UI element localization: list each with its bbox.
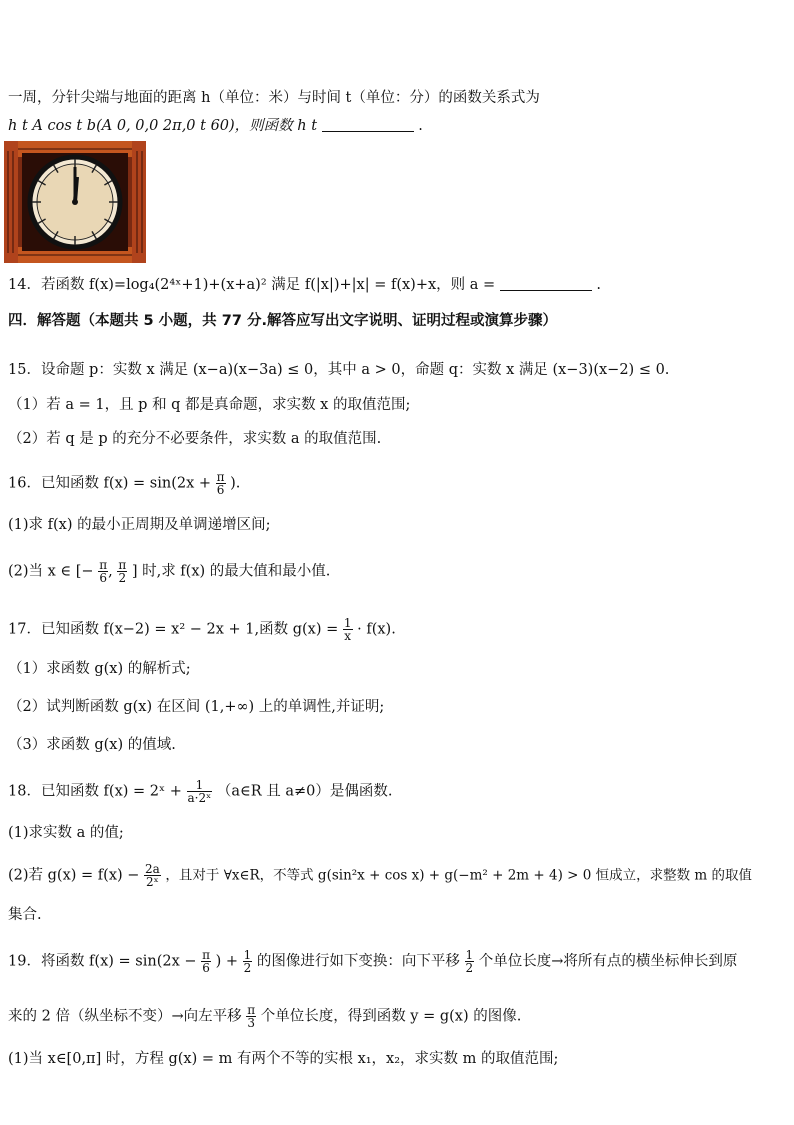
q19-fraction-3 xyxy=(465,949,475,974)
q16-separator: , xyxy=(108,563,113,580)
q14-line xyxy=(8,275,601,295)
q18-part2-cont: 集合. xyxy=(8,907,42,923)
fraction-denominator: 2 xyxy=(465,961,474,975)
fraction-numerator: 1 xyxy=(465,948,474,962)
fraction-denominator: 2 xyxy=(118,571,127,585)
fraction-numerator: 1 xyxy=(243,948,252,962)
q13-line2 xyxy=(8,116,423,136)
fraction-denominator: a·2ˣ xyxy=(187,791,212,805)
q16-part2-end: ] 时,求 f(x) 的最大值和最小值. xyxy=(131,563,331,580)
q19-fraction-4 xyxy=(246,1004,256,1029)
q16-stem-end: ). xyxy=(230,475,241,492)
q13-end: . xyxy=(418,118,423,134)
fraction-numerator: π xyxy=(202,948,211,962)
q19-stem-shift: 的图像进行如下变换：向下平移 xyxy=(256,953,460,970)
q19-line2-end: 个单位长度，得到函数 y = g(x) 的图像. xyxy=(260,1008,522,1025)
q13-formula: h t A cos t b(A 0, 0,0 2π,0 t 60)，则函数 h t xyxy=(8,118,322,134)
q19-line2 xyxy=(8,1004,521,1029)
q16-fraction xyxy=(216,471,226,496)
q17-part1: （1）求函数 g(x) 的解析式; xyxy=(8,661,191,677)
q17-part3: （3）求函数 g(x) 的值域. xyxy=(8,737,176,753)
q14-text: 14．若函数 f(x)=log₄(2⁴ˣ+1)+(x+a)² 满足 f(|x|)+|x| = f(x)+x，则 a = xyxy=(8,277,496,293)
q19-stem-end: 个单位长度→将所有点的横坐标伸长到原 xyxy=(478,953,738,970)
q18-part2-condition: ，且对于 ∀x∈R，不等式 g(sin²x + cos x) + g(−m² + 2m + 4) > 0 恒成立，求整数 m 的取值 xyxy=(165,867,752,884)
q16-fraction-2 xyxy=(117,559,127,584)
q19-fraction-2 xyxy=(243,949,253,974)
q15-stem: 15．设命题 p：实数 x 满足 (x−a)(x−3a) ≤ 0，其中 a > 0，命题 q：实数 x 满足 (x−3)(x−2) ≤ 0. xyxy=(8,362,670,378)
fraction-numerator: π xyxy=(247,1003,256,1017)
fraction-numerator: π xyxy=(99,558,108,572)
q15-part1: （1）若 a = 1，且 p 和 q 都是真命题，求实数 x 的取值范围; xyxy=(8,397,411,413)
q18-fraction xyxy=(187,779,213,804)
q16-part2-text: (2)当 x ∈ [− xyxy=(8,563,94,580)
fraction-numerator: π xyxy=(118,558,127,572)
q14-answer-blank xyxy=(500,276,592,291)
q18-stem-text: 18．已知函数 f(x) = 2ˣ + xyxy=(8,783,182,800)
q18-part1: (1)求实数 a 的值; xyxy=(8,825,124,841)
fraction-numerator: 1 xyxy=(343,616,352,630)
q17-stem-end: · f(x). xyxy=(357,621,396,638)
q16-fraction-1 xyxy=(98,559,108,584)
q16-part2 xyxy=(8,559,330,584)
q18-part2-text: (2)若 g(x) = f(x) − xyxy=(8,867,140,884)
fraction-denominator: 6 xyxy=(99,571,107,585)
q14-end: . xyxy=(596,277,601,293)
clock-tower-photo xyxy=(4,141,146,263)
fraction-numerator: 2a xyxy=(145,862,160,876)
q16-stem xyxy=(8,471,240,496)
q18-fraction-2 xyxy=(144,863,161,888)
q19-stem-text: 19．将函数 f(x) = sin(2x − xyxy=(8,953,197,970)
q18-stem-end: （a∈R 且 a≠0）是偶函数. xyxy=(216,783,393,800)
q19-fraction-1 xyxy=(201,949,211,974)
q17-stem-text: 17．已知函数 f(x−2) = x² − 2x + 1,函数 g(x) = xyxy=(8,621,339,638)
section-heading: 四．解答题（本题共 5 小题，共 77 分.解答应写出文字说明、证明过程或演算步骤） xyxy=(8,313,557,329)
q16-stem-text: 16．已知函数 f(x) = sin(2x + xyxy=(8,475,212,492)
q16-part1: (1)求 f(x) 的最小正周期及单调递增区间; xyxy=(8,517,271,533)
q19-line2-text: 来的 2 倍（纵坐标不变）→向左平移 xyxy=(8,1008,242,1025)
q18-stem xyxy=(8,779,393,804)
fraction-denominator: x xyxy=(344,629,352,643)
q17-stem xyxy=(8,617,396,642)
q15-part2: （2）若 q 是 p 的充分不必要条件，求实数 a 的取值范围. xyxy=(8,431,382,447)
q19-part1: (1)当 x∈[0,π] 时，方程 g(x) = m 有两个不等的实根 x₁，x₂，求实数 m 的取值范围; xyxy=(8,1051,559,1067)
fraction-denominator: 3 xyxy=(247,1016,255,1030)
fraction-numerator: π xyxy=(216,470,225,484)
q13-answer-blank xyxy=(322,117,414,132)
q13-line1: 一周，分针尖端与地面的距离 h（单位：米）与时间 t（单位：分）的函数关系式为 xyxy=(8,90,540,106)
q18-part2 xyxy=(8,863,752,888)
q17-part2: （2）试判断函数 g(x) 在区间 (1,+∞) 上的单调性,并证明; xyxy=(8,699,385,715)
fraction-denominator: 6 xyxy=(216,483,225,497)
q19-stem-mid: ) + xyxy=(215,953,239,970)
q17-fraction xyxy=(343,617,353,642)
fraction-denominator: 2ˣ xyxy=(146,875,159,889)
fraction-denominator: 2 xyxy=(243,961,252,975)
fraction-numerator: 1 xyxy=(187,779,213,792)
q19-stem xyxy=(8,949,737,974)
fraction-denominator: 6 xyxy=(202,961,210,975)
